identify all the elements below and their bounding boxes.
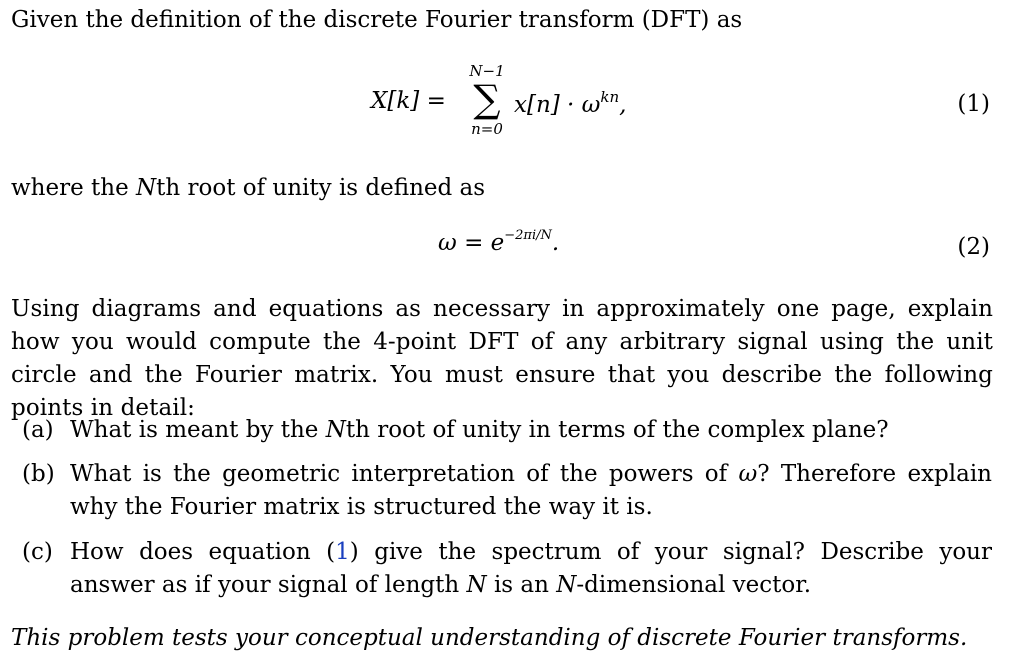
item-a-after: th root of unity in terms of the complex plane? [345,417,889,443]
where-after: th root of unity is defined as [156,175,486,201]
item-b-after: ? Therefore explain why the Fourier matrix is structured the way it is. [70,461,992,520]
equation-2-number: (2) [957,234,990,260]
eq1-rhs-main: x[n] · ω [514,92,601,118]
eq1-lhs: X[k] = [371,88,446,114]
eq1-exponent: kn [600,88,620,106]
eq2-tail: . [551,230,560,256]
equation-1 [371,62,651,152]
item-c-var1: N [466,572,487,598]
where-var: N [136,175,157,201]
item-c-var2: N [556,572,577,598]
item-c-marker: (c) [22,539,53,565]
eq1-tail: , [619,92,627,118]
item-a-marker: (a) [22,417,54,443]
sum-lower-limit: n=0 [471,120,503,138]
intro-text: Given the definition of the discrete Fourier transform (DFT) as [11,7,743,33]
where-text [11,172,996,205]
item-b-text [70,458,992,524]
item-b-before: What is the geometric interpretation of the powers of [70,461,739,487]
item-b-var: ω [738,461,758,487]
item-c-middle2: is an [486,572,557,598]
item-c-middle: ) give the spectrum of your signal? Describe your answer as if your signal of length [70,539,992,598]
item-c-before: How does equation ( [70,539,336,565]
eq2-lhs: ω = e [438,230,505,256]
question-body: Using diagrams and equations as necessary in approximately one page, explain how you would compute the 4-point DFT of any arbitrary signal using the unit circle and the Fourier matrix. You must ensure that you describe the following points in detail: [11,296,993,421]
eq2-exponent: −2πi/N [504,228,552,243]
sum-upper-limit: N−1 [469,62,505,80]
item-a-text [70,414,992,447]
equation-2 [438,228,559,256]
where-before: where the [11,175,137,201]
item-a-var: N [325,417,346,443]
item-a-before: What is meant by the [70,417,326,443]
equation-1-number: (1) [957,91,990,117]
equation-reference-link[interactable]: 1 [335,539,350,565]
item-c-after: -dimensional vector. [576,572,812,598]
summation [467,62,507,138]
eq1-rhs [514,88,626,118]
item-c-text [70,536,992,602]
sigma-symbol: ∑ [473,77,501,121]
item-b-marker: (b) [22,461,55,487]
closing-note: This problem tests your conceptual understanding of discrete Fourier transforms. [11,625,968,651]
